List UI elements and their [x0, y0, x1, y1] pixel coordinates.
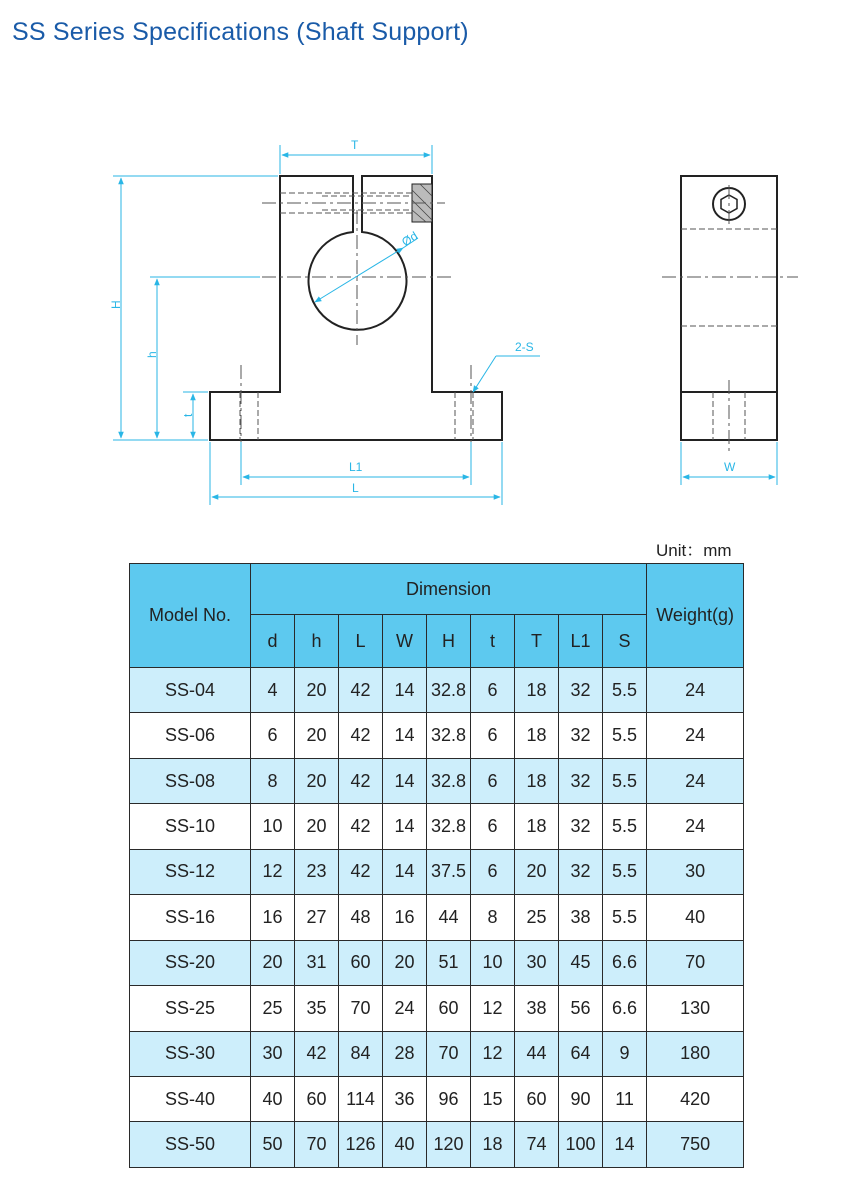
- dimension-cell: 6: [471, 804, 515, 849]
- dimension-cell: 35: [295, 986, 339, 1031]
- dimension-cell: 32.8: [427, 804, 471, 849]
- dimension-cell: 42: [339, 849, 383, 894]
- label-W: W: [724, 460, 736, 474]
- page-title: SS Series Specifications (Shaft Support): [12, 18, 469, 46]
- dimension-cell: 120: [427, 1122, 471, 1167]
- shaft-support-drawing: [0, 0, 842, 530]
- dim-header-w: W: [383, 615, 427, 668]
- dimension-cell: 42: [295, 1031, 339, 1076]
- dimension-cell: 50: [251, 1122, 295, 1167]
- weight-cell: 24: [647, 713, 744, 758]
- dimension-cell: 42: [339, 668, 383, 713]
- dimension-cell: 32.8: [427, 713, 471, 758]
- model-cell: SS-20: [130, 940, 251, 985]
- model-cell: SS-06: [130, 713, 251, 758]
- dim-header-t: t: [471, 615, 515, 668]
- dimension-cell: 70: [295, 1122, 339, 1167]
- label-d: Ød: [399, 228, 421, 250]
- dimension-cell: 114: [339, 1076, 383, 1121]
- dimension-cell: 14: [383, 668, 427, 713]
- dimension-cell: 5.5: [603, 758, 647, 803]
- dim-header-d: d: [251, 615, 295, 668]
- model-cell: SS-08: [130, 758, 251, 803]
- label-S: 2-S: [515, 340, 534, 354]
- table-row: [130, 940, 744, 985]
- dimension-cell: 5.5: [603, 804, 647, 849]
- dimension-cell: 18: [515, 804, 559, 849]
- dimension-cell: 20: [295, 713, 339, 758]
- table-row: [130, 758, 744, 803]
- dimension-cell: 12: [471, 1031, 515, 1076]
- table-row: [130, 713, 744, 758]
- dimension-cell: 40: [251, 1076, 295, 1121]
- dimension-cell: 14: [603, 1122, 647, 1167]
- dimension-cell: 38: [515, 986, 559, 1031]
- weight-cell: 70: [647, 940, 744, 985]
- dimension-cell: 60: [515, 1076, 559, 1121]
- dimension-cell: 70: [427, 1031, 471, 1076]
- dimension-cell: 24: [383, 986, 427, 1031]
- unit-label: Unit：mm: [656, 541, 732, 560]
- dimension-cell: 5.5: [603, 849, 647, 894]
- dimension-cell: 44: [427, 895, 471, 940]
- weight-cell: 420: [647, 1076, 744, 1121]
- dim-header-h: H: [427, 615, 471, 668]
- spec-table: [129, 563, 744, 1168]
- dimension-cell: 20: [383, 940, 427, 985]
- dimension-cell: 70: [339, 986, 383, 1031]
- dimension-cell: 32: [559, 849, 603, 894]
- dimension-cell: 32: [559, 758, 603, 803]
- table-row: [130, 986, 744, 1031]
- label-H: H: [109, 300, 123, 309]
- dimension-cell: 20: [251, 940, 295, 985]
- dimension-cell: 5.5: [603, 713, 647, 758]
- table-row: [130, 668, 744, 713]
- model-cell: SS-12: [130, 849, 251, 894]
- dimension-cell: 11: [603, 1076, 647, 1121]
- weight-cell: 24: [647, 758, 744, 803]
- dimension-cell: 18: [515, 713, 559, 758]
- dimension-cell: 42: [339, 758, 383, 803]
- dimension-cell: 45: [559, 940, 603, 985]
- weight-cell: 130: [647, 986, 744, 1031]
- model-cell: SS-30: [130, 1031, 251, 1076]
- table-row: [130, 1076, 744, 1121]
- label-t: t: [181, 413, 195, 417]
- dimension-cell: 60: [427, 986, 471, 1031]
- dimension-cell: 32.8: [427, 668, 471, 713]
- dimension-cell: 6: [471, 758, 515, 803]
- model-cell: SS-10: [130, 804, 251, 849]
- dimension-cell: 16: [383, 895, 427, 940]
- dimension-cell: 51: [427, 940, 471, 985]
- label-L1: L1: [349, 460, 363, 474]
- dimension-cell: 15: [471, 1076, 515, 1121]
- dimension-cell: 18: [471, 1122, 515, 1167]
- model-cell: SS-50: [130, 1122, 251, 1167]
- model-cell: SS-25: [130, 986, 251, 1031]
- dimension-cell: 60: [339, 940, 383, 985]
- dimension-cell: 14: [383, 758, 427, 803]
- dimension-cell: 12: [471, 986, 515, 1031]
- dimension-cell: 12: [251, 849, 295, 894]
- model-header: Model No.: [130, 564, 251, 668]
- dimension-cell: 23: [295, 849, 339, 894]
- dimension-cell: 20: [295, 758, 339, 803]
- dimension-cell: 60: [295, 1076, 339, 1121]
- weight-cell: 24: [647, 804, 744, 849]
- dimension-cell: 8: [471, 895, 515, 940]
- dimension-header: Dimension: [251, 564, 647, 615]
- dimension-cell: 44: [515, 1031, 559, 1076]
- dimension-cell: 100: [559, 1122, 603, 1167]
- dimension-cell: 16: [251, 895, 295, 940]
- dimension-cell: 9: [603, 1031, 647, 1076]
- dimension-cell: 14: [383, 804, 427, 849]
- dimension-cell: 5.5: [603, 668, 647, 713]
- dimension-cell: 32.8: [427, 758, 471, 803]
- table-row: [130, 1122, 744, 1167]
- dim-header-l: L: [339, 615, 383, 668]
- dimension-cell: 36: [383, 1076, 427, 1121]
- dimension-cell: 18: [515, 668, 559, 713]
- dimension-cell: 20: [295, 668, 339, 713]
- label-T: T: [351, 138, 359, 152]
- dimension-cell: 5.5: [603, 895, 647, 940]
- dimension-cell: 32: [559, 713, 603, 758]
- dimension-cell: 10: [471, 940, 515, 985]
- weight-cell: 30: [647, 849, 744, 894]
- dimension-cell: 126: [339, 1122, 383, 1167]
- dimension-cell: 6: [471, 713, 515, 758]
- dimension-cell: 6.6: [603, 986, 647, 1031]
- dim-header-t: T: [515, 615, 559, 668]
- dimension-cell: 18: [515, 758, 559, 803]
- dim-header-s: S: [603, 615, 647, 668]
- dimension-cell: 32: [559, 804, 603, 849]
- dimension-cell: 38: [559, 895, 603, 940]
- dimension-cell: 32: [559, 668, 603, 713]
- weight-cell: 180: [647, 1031, 744, 1076]
- front-view: [210, 176, 502, 440]
- dimension-cell: 14: [383, 713, 427, 758]
- dimension-cell: 37.5: [427, 849, 471, 894]
- dimension-cell: 6: [471, 849, 515, 894]
- model-cell: SS-40: [130, 1076, 251, 1121]
- label-h: h: [145, 351, 159, 358]
- model-cell: SS-16: [130, 895, 251, 940]
- model-cell: SS-04: [130, 668, 251, 713]
- dimension-cell: 6: [471, 668, 515, 713]
- dimension-cell: 25: [515, 895, 559, 940]
- weight-header: Weight(g): [647, 564, 744, 668]
- dimension-cell: 40: [383, 1122, 427, 1167]
- label-L: L: [352, 481, 359, 495]
- dimension-cell: 20: [515, 849, 559, 894]
- dimension-cell: 6.6: [603, 940, 647, 985]
- table-row: [130, 804, 744, 849]
- dimension-cell: 8: [251, 758, 295, 803]
- dimension-cell: 28: [383, 1031, 427, 1076]
- dimension-cell: 25: [251, 986, 295, 1031]
- dim-header-h: h: [295, 615, 339, 668]
- dimension-cell: 48: [339, 895, 383, 940]
- table-row: [130, 849, 744, 894]
- dimension-cell: 56: [559, 986, 603, 1031]
- weight-cell: 750: [647, 1122, 744, 1167]
- dimension-cell: 42: [339, 804, 383, 849]
- dimension-cell: 10: [251, 804, 295, 849]
- dimension-cell: 31: [295, 940, 339, 985]
- dimension-cell: 74: [515, 1122, 559, 1167]
- dimension-cell: 42: [339, 713, 383, 758]
- dimension-cell: 84: [339, 1031, 383, 1076]
- dim-header-l1: L1: [559, 615, 603, 668]
- table-row: [130, 1031, 744, 1076]
- weight-cell: 40: [647, 895, 744, 940]
- dimension-cell: 90: [559, 1076, 603, 1121]
- dimension-cell: 27: [295, 895, 339, 940]
- table-row: [130, 895, 744, 940]
- weight-cell: 24: [647, 668, 744, 713]
- dimension-cell: 96: [427, 1076, 471, 1121]
- dimension-cell: 30: [515, 940, 559, 985]
- dimension-cell: 64: [559, 1031, 603, 1076]
- dimension-cell: 4: [251, 668, 295, 713]
- dimension-cell: 30: [251, 1031, 295, 1076]
- dimension-cell: 6: [251, 713, 295, 758]
- dimension-cell: 14: [383, 849, 427, 894]
- dimension-cell: 20: [295, 804, 339, 849]
